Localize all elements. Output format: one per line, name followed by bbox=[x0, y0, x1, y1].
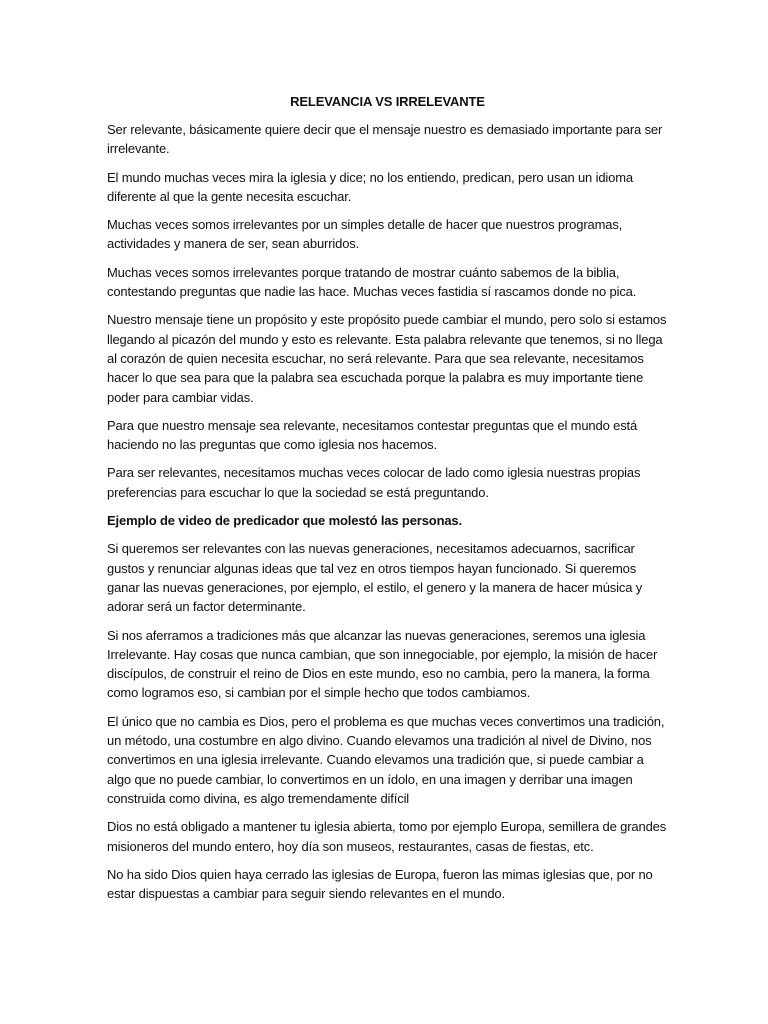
paragraph: Para ser relevantes, necesitamos muchas veces colocar de lado como iglesia nuestras propias preferencias para escuchar lo que la sociedad se está preguntando. bbox=[107, 465, 641, 500]
paragraph: Muchas veces somos irrelevantes por un simples detalle de hacer que nuestros programas, actividades y manera de ser, sean aburridos. bbox=[107, 217, 623, 252]
document-body bbox=[107, 120, 668, 903]
paragraph: El mundo muchas veces mira la iglesia y dice; no los entiendo, predican, pero usan un idioma diferente al que la gente necesita escuchar. bbox=[107, 169, 633, 204]
paragraph: Si nos aferramos a tradiciones más que alcanzar las nuevas generaciones, seremos una iglesia Irrelevante. Hay cosas que nunca cambian, que son innegociable, por ejemplo, la misión de hacer discípulos, de construir el reino de Dios en este mundo, eso no cambia, pero la manera, la forma como logramos eso, si cambian por el simple hecho que todos cambiamos. bbox=[107, 627, 658, 701]
paragraph: El único que no cambia es Dios, pero el problema es que muchas veces convertimos una tradición, un método, una costumbre en algo divino. Cuando elevamos una tradición al nivel de Divino, nos convertimos en una iglesia irrelevante. Cuando elevamos una tradición que, si puede cambiar a algo que no puede cambiar, lo convertimos en un ídolo, en una imagen y derribar una imagen construida como divina, es algo tremendamente difícil bbox=[107, 713, 665, 806]
paragraph: No ha sido Dios quien haya cerrado las iglesias de Europa, fueron las mimas iglesias que, por no estar dispuestas a cambiar para seguir siendo relevantes en el mundo. bbox=[107, 866, 653, 902]
paragraph: Ser relevante, básicamente quiere decir que el mensaje nuestro es demasiado importante para ser irrelevante. bbox=[107, 122, 663, 157]
paragraph: Muchas veces somos irrelevantes porque tratando de mostrar cuánto sabemos de la biblia, contestando preguntas que nadie las hace. Muchas veces fastidia sí rascamos donde no pica. bbox=[107, 264, 637, 300]
document-title: RELEVANCIA VS IRRELEVANTE bbox=[290, 94, 485, 109]
paragraph: Dios no está obligado a mantener tu iglesia abierta, tomo por ejemplo Europa, semillera de grandes misioneros del mundo entero, hoy día son museos, restaurantes, casas de fiestas, etc. bbox=[107, 819, 667, 854]
section-heading: Ejemplo de video de predicador que molestó las personas. bbox=[107, 513, 462, 529]
paragraph: Si queremos ser relevantes con las nuevas generaciones, necesitamos adecuarnos, sacrificar gustos y renunciar algunas ideas que tal vez en otros tiempos hayan funcionado. Si queremos ganar las nuevas generaciones, por ejemplo, el estilo, el genero y la manera de hacer música y adorar será un factor determinante. bbox=[107, 541, 643, 615]
paragraph: Para que nuestro mensaje sea relevante, necesitamos contestar preguntas que el mundo está haciendo no las preguntas que como iglesia nos hacemos. bbox=[107, 417, 638, 453]
paragraph: Nuestro mensaje tiene un propósito y este propósito puede cambiar el mundo, pero solo si estamos llegando al picazón del mundo y esto es relevante. Esta palabra relevante que tenemos, si no llega al corazón de quien necesita escuchar, no será relevante. Para que sea relevante, necesitamos hacer lo que sea para que la palabra sea escuchada porque la palabra es muy importante tiene poder para cambiar vidas. bbox=[107, 312, 667, 405]
